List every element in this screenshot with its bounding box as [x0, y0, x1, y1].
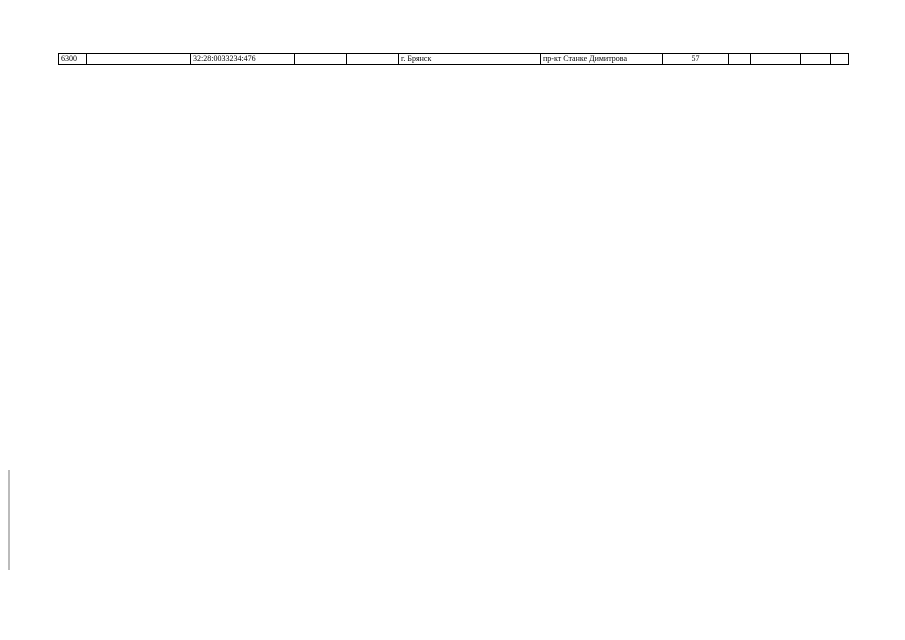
cell-col4	[295, 54, 347, 65]
cell-col9	[729, 54, 751, 65]
cell-col11	[801, 54, 831, 65]
page-edge-mark	[8, 470, 10, 570]
cell-num: 6300	[59, 54, 87, 65]
cell-col5	[347, 54, 399, 65]
cell-cadastral: 32:28:0033234:476	[191, 54, 295, 65]
cell-city: г. Брянск	[399, 54, 541, 65]
cell-col10	[751, 54, 801, 65]
registry-body	[59, 54, 849, 65]
table-row	[59, 54, 849, 65]
cell-parent-cadastral	[87, 54, 191, 65]
registry-table	[58, 53, 849, 65]
cell-house: 57	[663, 54, 729, 65]
cell-street: пр-кт Станке Димитрова	[541, 54, 663, 65]
cell-extra	[831, 54, 849, 65]
